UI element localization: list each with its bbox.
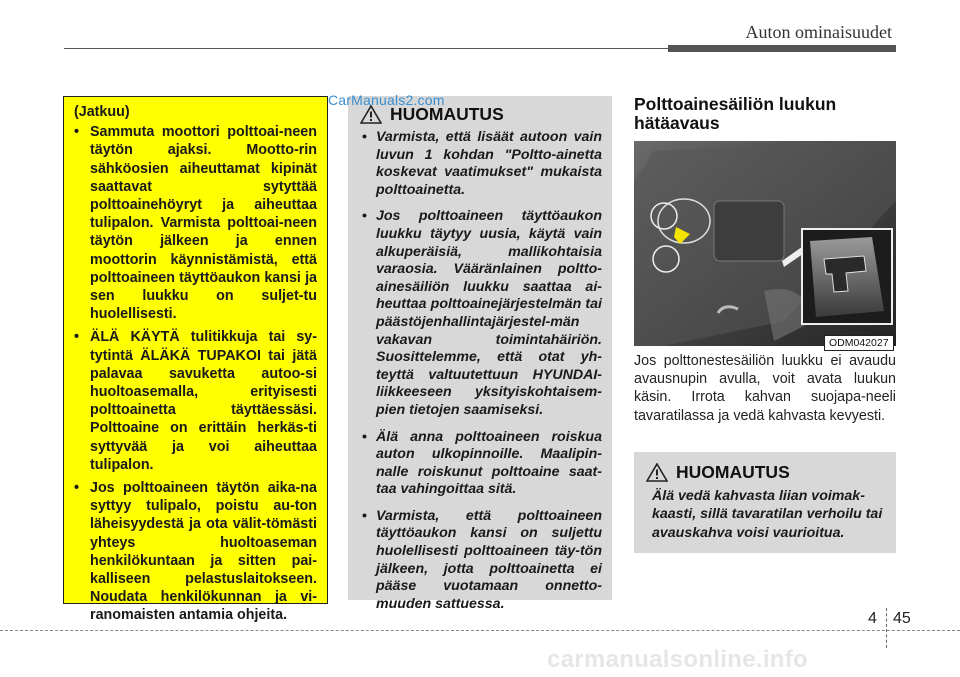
warning-item: • ÄLÄ KÄYTÄ tulitikkuja tai sy-tytintä ÄLÄKÄ TUPAKOI tai jätä palavaa savuketta autoo-si huoltoasemalla, erityisesti polttoainetta täyttäessäsi. Polttoaine on erittäin herkäs-ti syttyvää ja voi aiheuttaa tulipalon. — [74, 328, 317, 474]
section-title: Polttoainesäiliön luukun hätäavaus — [634, 94, 837, 133]
notice-item: • Varmista, että lisäät autoon vain luvun 1 kohdan "Poltto-ainetta koskevat vaatimukset" mukaista polttoainetta. — [360, 129, 602, 199]
notice-title-right: HUOMAUTUS — [676, 462, 790, 482]
fuel-door-release-figure — [634, 141, 896, 346]
notice-body-right: Älä vedä kahvasta liian voimak-kaasti, sillä tavaratilan verhoilu tai avauskahva voisi vaurioitua. — [652, 488, 883, 541]
notice-item: • Jos polttoaineen täyttöaukon luukku täytyy uusia, käytä vain alkuperäisiä, mallikohtaisia varaosia. Vääränlainen poltto-ainesäiliön luukku saattaa ai-heuttaa polttoainejärjestelmän tai päästöjenhallintajärjestel-män vakavan toimintahäiriön. Suosittelemme, että otat yh-teyttä valtuutettuun HYUNDAI-liikkeeseen yksityiskohtaisem-pien tietojen saamiseksi. — [360, 208, 602, 419]
notice-item: • Varmista, että polttoaineen täyttöaukon kansi on suljettu huolellisesti polttoaineen täy-tön jälkeen, jotta polttoainetta ei pääse vuotamaan onnetto-muuden sattuessa. — [360, 508, 602, 614]
warning-box — [63, 96, 328, 624]
continued-label: (Jatkuu) — [74, 104, 130, 120]
running-head-title: Auton ominaisuudet — [745, 22, 892, 42]
notice-box — [348, 96, 612, 612]
watermark-top[interactable]: CarManuals2.com — [328, 92, 445, 108]
warning-list — [74, 123, 317, 624]
body-paragraph: Jos polttonestesäiliön luukku ei avaudu avausnupin avulla, voit avata luukun käsin. Irrota kahvan suojapa-neeli tavaratilassa ja vedä kahvasta kevyesti. — [634, 353, 896, 424]
header-rule — [64, 48, 668, 49]
trunk-interior-illustration — [634, 141, 896, 346]
notice-title: HUOMAUTUS — [390, 104, 504, 124]
watermark-bottom[interactable]: carmanualsonline.info — [547, 646, 809, 673]
warning-triangle-icon — [646, 463, 668, 482]
notice-list — [360, 129, 602, 613]
header-bar — [668, 45, 896, 52]
footer-rule — [0, 630, 960, 631]
figure-caption: ODM042027 — [824, 335, 894, 351]
warning-item: • Sammuta moottori polttoai-neen täytön ajaksi. Mootto-rin sähköosien aiheuttamat kipinät saattavat sytyttää polttoainehöyryt ja aiheuttaa tulipalon. Varmista polttoai-neen täytön jälkeen ja ennen moottorin käynnistämistä, että polttoaineen täyttöaukon kansi ja sen luukku on suljet-tu huolellisesti. — [74, 123, 317, 323]
notice-item: • Älä anna polttoaineen roiskua auton ulkopinnoille. Maalipin-nalle roiskunut polttoaine saat-taa vahingoittaa sitä. — [360, 429, 602, 499]
warning-item: • Jos polttoaineen täytön aika-na syttyy tulipalo, poistu au-ton läheisyydestä ja ota välit-tömästi yhteys huoltoaseman henkilökuntaan ja sitten pai-kalliseen pelastuslaitokseen. Noudata henkilökunnan ja vi-ranomaisten antamia ohjeita. — [74, 479, 317, 625]
notice-heading-right — [646, 462, 886, 483]
chapter-number: 4 — [868, 610, 877, 627]
page-number: 45 — [893, 610, 911, 627]
page-separator — [886, 608, 888, 648]
notice-box-right — [634, 452, 896, 553]
